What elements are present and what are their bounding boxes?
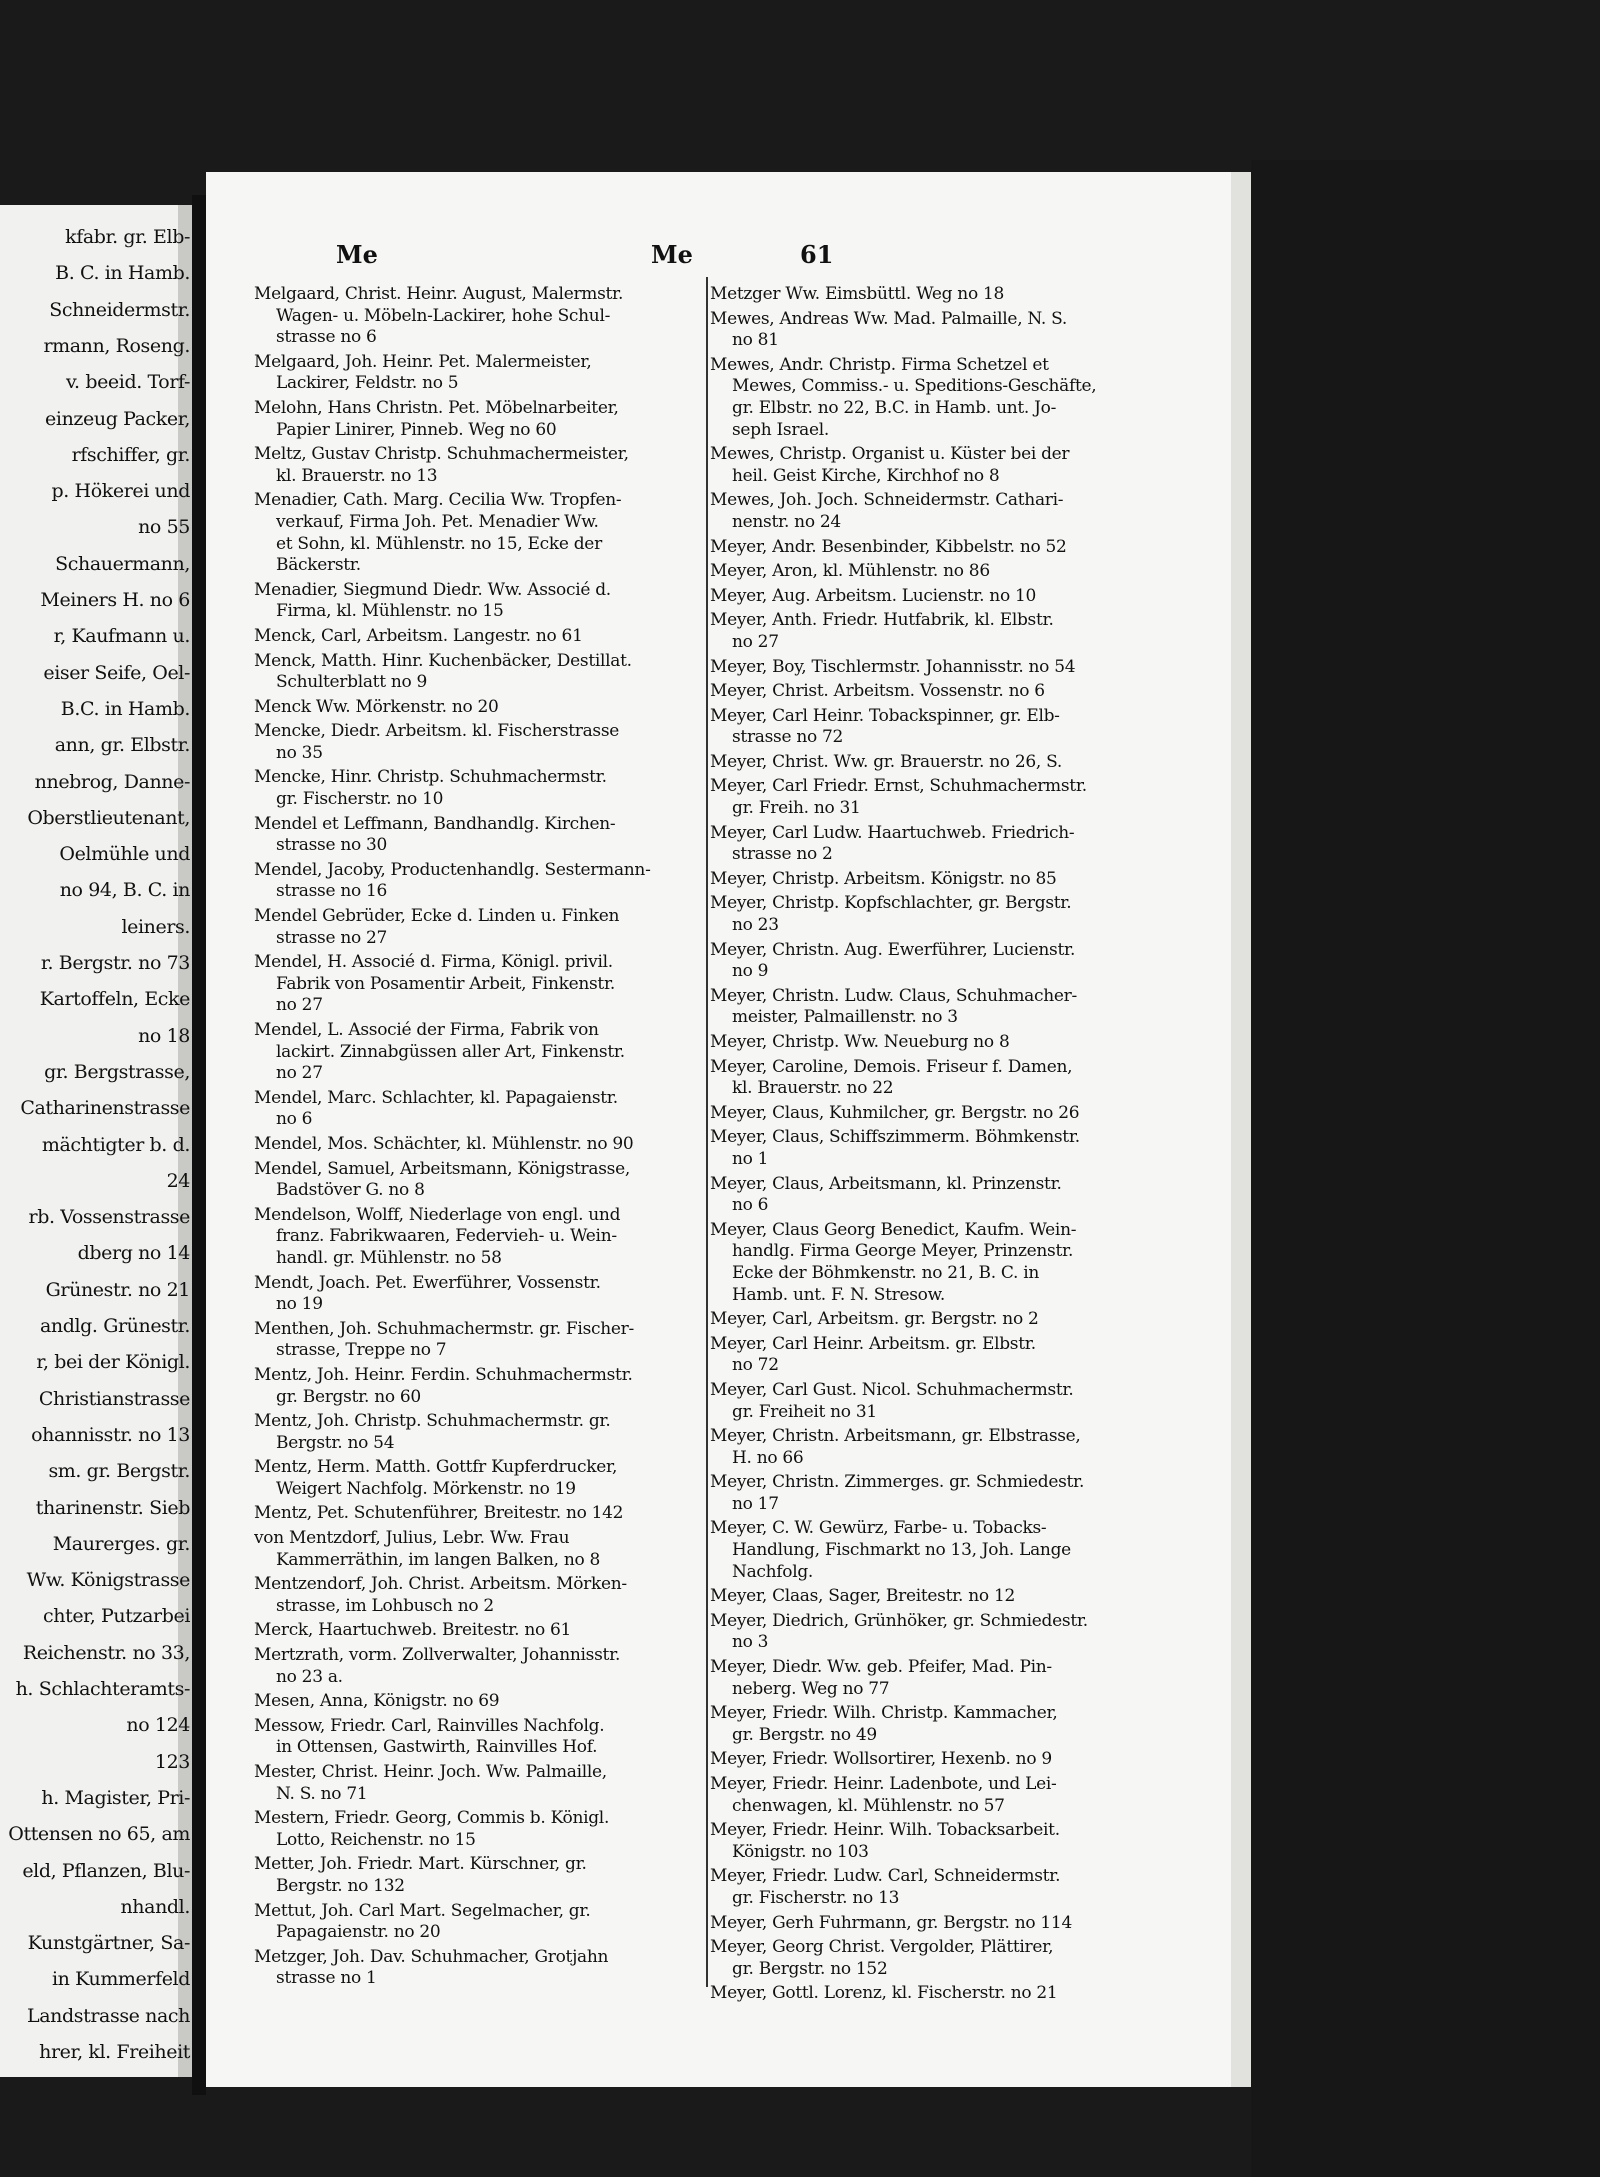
entry-continuation-line: strasse, im Lohbusch no 2 [276, 1595, 494, 1616]
entry-name-line: Meyer, Carl Heinr. Tobackspinner, gr. Elb- [710, 705, 1060, 726]
facing-page-fragment: Kunstgärtner, Sa- [27, 1932, 190, 1955]
directory-entry [710, 1472, 1210, 1515]
entry-continuation-line: no 6 [732, 1195, 769, 1216]
entry-name-line: Mentz, Pet. Schutenführer, Breitestr. no 142 [254, 1503, 624, 1524]
directory-entry [710, 1913, 1210, 1935]
entry-continuation-line: Hamb. unt. F. N. Stresow. [732, 1284, 945, 1305]
entry-continuation-line: Bergstr. no 132 [276, 1875, 405, 1896]
directory-column-right [710, 284, 1210, 2008]
directory-entry [710, 1657, 1210, 1700]
entry-continuation-line: no 17 [732, 1493, 779, 1514]
entry-continuation-line: H. no 66 [732, 1447, 804, 1468]
entry-continuation-line: no 23 a. [276, 1666, 343, 1687]
facing-page-fragment: no 55 [138, 516, 190, 539]
directory-entry [254, 284, 704, 349]
entry-continuation-line: no 35 [276, 742, 323, 763]
running-head-right: Me [651, 240, 693, 269]
directory-entry [254, 1134, 704, 1156]
entry-name-line: Melgaard, Christ. Heinr. August, Malermstr. [254, 284, 624, 304]
facing-page-fragment: Reichenstr. no 33, [22, 1641, 190, 1664]
entry-name-line: Mendel Gebrüder, Ecke d. Linden u. Finken [254, 906, 620, 927]
entry-name-line: Meyer, Claus, Arbeitsmann, kl. Prinzenstr. [710, 1173, 1062, 1194]
directory-page [206, 172, 1251, 2087]
background-shadow [1251, 160, 1600, 2177]
facing-page-left [0, 205, 192, 2077]
directory-entry [710, 1127, 1210, 1170]
facing-page-fragment: einzeug Packer, [45, 407, 190, 430]
entry-name-line: Mertzrath, vorm. Zollverwalter, Johannisstr. [254, 1645, 621, 1666]
directory-entry [710, 1749, 1210, 1771]
facing-page-fragment: Landstrasse nach [27, 2004, 190, 2027]
directory-entry [254, 1716, 704, 1759]
entry-continuation-line: kl. Brauerstr. no 13 [276, 465, 438, 486]
entry-name-line: Mendel, Marc. Schlachter, kl. Papagaienstr. [254, 1087, 618, 1108]
directory-entry [254, 1528, 704, 1571]
directory-entry [710, 309, 1210, 352]
facing-page-fragment: Schauermann, [55, 552, 190, 575]
entry-name-line: Mencke, Diedr. Arbeitsm. kl. Fischerstrasse [254, 721, 620, 742]
entry-name-line: Menadier, Siegmund Diedr. Ww. Associé d. [254, 579, 611, 600]
entry-continuation-line: nenstr. no 24 [732, 511, 841, 532]
directory-entry [710, 1937, 1210, 1980]
entry-name-line: Mencke, Hinr. Christp. Schuhmachermstr. [254, 767, 607, 788]
entry-continuation-line: Nachfolg. [732, 1561, 814, 1582]
entry-name-line: Mendel, Mos. Schächter, kl. Mühlenstr. no 90 [254, 1133, 634, 1154]
directory-entry [710, 586, 1210, 608]
facing-page-fragment: eld, Pflanzen, Blu- [22, 1859, 190, 1882]
directory-entry [710, 1586, 1210, 1608]
entry-continuation-line: Handlung, Fischmarkt no 13, Joh. Lange [732, 1540, 1071, 1561]
entry-name-line: Meyer, Claus, Kuhmilcher, gr. Bergstr. no 26 [710, 1102, 1080, 1123]
entry-continuation-line: no 27 [276, 995, 323, 1016]
entry-name-line: Metzger Ww. Eimsbüttl. Weg no 18 [710, 284, 1005, 304]
directory-entry [710, 657, 1210, 679]
entry-continuation-line: gr. Bergstr. no 152 [732, 1958, 888, 1979]
entry-continuation-line: gr. Freih. no 31 [732, 798, 861, 819]
entry-name-line: Melohn, Hans Christn. Pet. Möbelnarbeiter, [254, 397, 619, 418]
entry-name-line: Messow, Friedr. Carl, Rainvilles Nachfolg. [254, 1715, 605, 1736]
directory-entry [254, 860, 704, 903]
directory-entry [710, 610, 1210, 653]
entry-name-line: Meyer, Diedr. Ww. geb. Pfeifer, Mad. Pin- [710, 1657, 1052, 1678]
entry-name-line: Meyer, Carl Heinr. Arbeitsm. gr. Elbstr. [710, 1333, 1036, 1354]
facing-page-fragment: Grünestr. no 21 [45, 1278, 190, 1301]
entry-name-line: Meyer, Friedr. Wollsortirer, Hexenb. no 9 [710, 1749, 1052, 1770]
entry-continuation-line: no 3 [732, 1632, 769, 1653]
directory-entry [710, 1518, 1210, 1583]
directory-entry [710, 681, 1210, 703]
facing-page-fragment: chter, Putzarbei [43, 1605, 190, 1628]
directory-entry [254, 814, 704, 857]
directory-entry [254, 721, 704, 764]
entry-continuation-line: et Sohn, kl. Mühlenstr. no 15, Ecke der [276, 533, 602, 554]
entry-continuation-line: Mewes, Commiss.- u. Speditions-Geschäfte, [732, 376, 1097, 397]
entry-continuation-line: Lotto, Reichenstr. no 15 [276, 1829, 476, 1850]
facing-page-fragment: gr. Bergstrasse, [44, 1060, 190, 1083]
entry-name-line: Meyer, Aron, kl. Mühlenstr. no 86 [710, 561, 990, 582]
directory-entry [710, 1103, 1210, 1125]
facing-page-fragment: rmann, Roseng. [43, 334, 190, 357]
entry-name-line: Meyer, Claus, Schiffszimmerm. Böhmkenstr. [710, 1127, 1080, 1148]
facing-page-fragment: rb. Vossenstrasse [28, 1206, 190, 1229]
entry-continuation-line: no 9 [732, 961, 769, 982]
directory-entry [710, 986, 1210, 1029]
directory-entry [710, 1334, 1210, 1377]
entry-continuation-line: gr. Elbstr. no 22, B.C. in Hamb. unt. Jo- [732, 397, 1057, 418]
entry-name-line: Meyer, Carl, Arbeitsm. gr. Bergstr. no 2 [710, 1309, 1039, 1330]
facing-page-fragment: 123 [154, 1750, 190, 1773]
entry-continuation-line: heil. Geist Kirche, Kirchhof no 8 [732, 465, 1000, 486]
directory-entry [254, 651, 704, 694]
directory-entry [254, 1620, 704, 1642]
entry-continuation-line: Königstr. no 103 [732, 1841, 869, 1862]
entry-name-line: Metzger, Joh. Dav. Schuhmacher, Grotjahn [254, 1946, 609, 1967]
facing-page-fragment: r, Kaufmann u. [53, 625, 190, 648]
entry-continuation-line: gr. Fischerstr. no 10 [276, 789, 444, 810]
facing-page-fragment: Maurerges. gr. [52, 1532, 190, 1555]
entry-name-line: Mewes, Andr. Christp. Firma Schetzel et [710, 354, 1049, 375]
directory-entry [254, 1691, 704, 1713]
entry-continuation-line: franz. Fabrikwaaren, Federvieh- u. Wein- [276, 1226, 617, 1247]
entry-name-line: Meyer, Carl Gust. Nicol. Schuhmachermstr. [710, 1379, 1074, 1400]
entry-continuation-line: chenwagen, kl. Mühlenstr. no 57 [732, 1795, 1005, 1816]
entry-name-line: Metter, Joh. Friedr. Mart. Kürschner, gr. [254, 1854, 587, 1875]
entry-continuation-line: gr. Fischerstr. no 13 [732, 1887, 900, 1908]
directory-entry [710, 893, 1210, 936]
entry-name-line: Mendel, Jacoby, Productenhandlg. Sestermann- [254, 859, 651, 880]
facing-page-fragment: eiser Seife, Oel- [43, 661, 190, 684]
directory-entry [254, 906, 704, 949]
entry-continuation-line: no 81 [732, 330, 779, 351]
entry-continuation-line: Schulterblatt no 9 [276, 672, 428, 693]
entry-name-line: Meyer, Christ. Arbeitsm. Vossenstr. no 6 [710, 681, 1045, 702]
entry-name-line: Mewes, Joh. Joch. Schneidermstr. Cathari- [710, 490, 1064, 511]
entry-name-line: Meyer, Friedr. Wilh. Christp. Kammacher, [710, 1703, 1058, 1724]
entry-continuation-line: handl. gr. Mühlenstr. no 58 [276, 1247, 502, 1268]
facing-page-fragment: sm. gr. Bergstr. [48, 1460, 190, 1483]
entry-name-line: von Mentzdorf, Julius, Lebr. Ww. Frau [254, 1528, 570, 1549]
facing-page-fragment: tharinenstr. Sieb [35, 1496, 190, 1519]
entry-name-line: Meyer, Gottl. Lorenz, kl. Fischerstr. no 21 [710, 1983, 1058, 2004]
facing-page-fragment: B. C. in Hamb. [55, 262, 190, 285]
entry-name-line: Meyer, Christn. Aug. Ewerführer, Lucienstr. [710, 939, 1076, 960]
entry-name-line: Meyer, Gerh Fuhrmann, gr. Bergstr. no 114 [710, 1912, 1072, 1933]
directory-entry [710, 1426, 1210, 1469]
directory-entry [254, 1808, 704, 1851]
directory-entry [710, 1611, 1210, 1654]
entry-continuation-line: neberg. Weg no 77 [732, 1678, 890, 1699]
directory-entry [710, 561, 1210, 583]
directory-entry [710, 752, 1210, 774]
entry-name-line: Menthen, Joh. Schuhmachermstr. gr. Fischer- [254, 1318, 634, 1339]
entry-name-line: Melgaard, Joh. Heinr. Pet. Malermeister, [254, 351, 592, 372]
entry-name-line: Meyer, Friedr. Heinr. Wilh. Tobacksarbeit. [710, 1820, 1060, 1841]
directory-entry [254, 1645, 704, 1688]
directory-entry [254, 398, 704, 441]
facing-page-fragment: 24 [166, 1169, 190, 1192]
entry-name-line: Meyer, Boy, Tischlermstr. Johannisstr. no 54 [710, 656, 1076, 677]
facing-page-fragment: mächtigter b. d. [41, 1133, 190, 1156]
running-head-left: Me [336, 240, 378, 269]
facing-page-fragment: ohannisstr. no 13 [31, 1423, 190, 1446]
directory-entry [710, 444, 1210, 487]
entry-continuation-line: handlg. Firma George Meyer, Prinzenstr. [732, 1241, 1074, 1262]
facing-page-fragment: no 94, B. C. in [59, 879, 190, 902]
facing-page-fragment: v. beeid. Torf- [65, 371, 190, 394]
facing-page-fragment: rfschiffer, gr. [71, 443, 190, 466]
entry-continuation-line: Kammerräthin, im langen Balken, no 8 [276, 1549, 601, 1570]
entry-name-line: Menck, Matth. Hinr. Kuchenbäcker, Destillat. [254, 650, 632, 671]
entry-continuation-line: strasse no 16 [276, 881, 388, 902]
directory-entry [710, 1820, 1210, 1863]
entry-name-line: Meyer, Aug. Arbeitsm. Lucienstr. no 10 [710, 585, 1037, 606]
entry-name-line: Meyer, Christn. Zimmerges. gr. Schmiedestr. [710, 1472, 1085, 1493]
directory-entry [710, 940, 1210, 983]
directory-entry [254, 1457, 704, 1500]
facing-page-fragment: r, bei der Königl. [36, 1351, 190, 1374]
entry-name-line: Meyer, Claus Georg Benedict, Kaufm. Wein- [710, 1219, 1077, 1240]
directory-entry [254, 352, 704, 395]
entry-continuation-line: strasse no 72 [732, 727, 844, 748]
directory-entry [710, 1380, 1210, 1423]
entry-continuation-line: no 27 [732, 631, 779, 652]
facing-page-fragment: in Kummerfeld [51, 1968, 190, 1991]
entry-name-line: Mettut, Joh. Carl Mart. Segelmacher, gr. [254, 1900, 591, 1921]
entry-name-line: Meyer, Christn. Ludw. Claus, Schuhmacher- [710, 985, 1077, 1006]
entry-continuation-line: no 27 [276, 1063, 323, 1084]
entry-continuation-line: gr. Bergstr. no 60 [276, 1386, 421, 1407]
directory-entry [710, 1174, 1210, 1217]
entry-name-line: Mendel, H. Associé d. Firma, Königl. privil. [254, 952, 613, 973]
entry-name-line: Meyer, Carl Friedr. Ernst, Schuhmachermstr. [710, 776, 1087, 797]
entry-continuation-line: strasse no 27 [276, 927, 388, 948]
facing-page-fragment: no 18 [138, 1024, 190, 1047]
facing-page-fragment: Christianstrasse [38, 1387, 190, 1410]
entry-continuation-line: Papagaienstr. no 20 [276, 1922, 441, 1943]
directory-entry [254, 580, 704, 623]
entry-continuation-line: Ecke der Böhmkenstr. no 21, B. C. in [732, 1262, 1040, 1283]
entry-continuation-line: no 19 [276, 1294, 323, 1315]
directory-entry [254, 1159, 704, 1202]
facing-page-fragment: ann, gr. Elbstr. [54, 734, 190, 757]
entry-continuation-line: lackirt. Zinnabgüssen aller Art, Finkenstr. [276, 1041, 625, 1062]
entry-continuation-line: Firma, kl. Mühlenstr. no 15 [276, 601, 504, 622]
entry-continuation-line: Bergstr. no 54 [276, 1432, 395, 1453]
page-fore-edge [1231, 172, 1251, 2087]
facing-page-fragment: Catharinenstrasse [20, 1097, 190, 1120]
directory-entry [254, 1762, 704, 1805]
directory-entry [710, 823, 1210, 866]
entry-continuation-line: Papier Linirer, Pinneb. Weg no 60 [276, 419, 557, 440]
entry-name-line: Mestern, Friedr. Georg, Commis b. Königl. [254, 1808, 610, 1829]
entry-continuation-line: no 72 [732, 1355, 779, 1376]
directory-entry [710, 869, 1210, 891]
entry-name-line: Meyer, Christn. Arbeitsmann, gr. Elbstrasse, [710, 1426, 1081, 1447]
entry-continuation-line: verkauf, Firma Joh. Pet. Menadier Ww. [276, 511, 599, 532]
directory-entry [254, 1365, 704, 1408]
facing-page-fragment: h. Magister, Pri- [41, 1786, 190, 1809]
facing-page-fragment: Meiners H. no 6 [40, 589, 190, 611]
entry-continuation-line: meister, Palmaillenstr. no 3 [732, 1007, 958, 1028]
directory-entry [710, 1309, 1210, 1331]
entry-continuation-line: Weigert Nachfolg. Mörkenstr. no 19 [276, 1478, 576, 1499]
facing-page-fragment: Ottensen no 65, am [8, 1823, 190, 1846]
directory-entry [710, 537, 1210, 559]
directory-entry [254, 1319, 704, 1362]
entry-name-line: Mester, Christ. Heinr. Joch. Ww. Palmaille, [254, 1762, 607, 1782]
entry-name-line: Meyer, Christ. Ww. gr. Brauerstr. no 26, S. [710, 751, 1062, 772]
entry-continuation-line: strasse, Treppe no 7 [276, 1340, 447, 1361]
facing-page-fragment: Oelmühle und [59, 843, 190, 866]
entry-name-line: Merck, Haartuchweb. Breitestr. no 61 [254, 1620, 572, 1641]
directory-entry [254, 1901, 704, 1944]
entry-name-line: Meyer, Anth. Friedr. Hutfabrik, kl. Elbstr. [710, 610, 1054, 631]
directory-entry [254, 952, 704, 1017]
directory-entry [254, 697, 704, 719]
directory-entry [254, 444, 704, 487]
directory-entry [710, 776, 1210, 819]
directory-entry [254, 626, 704, 648]
directory-entry [710, 1983, 1210, 2005]
entry-continuation-line: no 1 [732, 1148, 769, 1169]
entry-continuation-line: strasse no 30 [276, 835, 388, 856]
directory-entry [254, 490, 704, 576]
entry-continuation-line: strasse no 6 [276, 327, 377, 348]
entry-continuation-line: seph Israel. [732, 419, 830, 440]
directory-entry [710, 1866, 1210, 1909]
entry-continuation-line: no 6 [276, 1109, 313, 1130]
entry-continuation-line: N. S. no 71 [276, 1783, 368, 1804]
directory-entry [710, 355, 1210, 441]
facing-page-fragment: Oberstlieutenant, [27, 806, 190, 829]
entry-name-line: Meyer, Caroline, Demois. Friseur f. Damen, [710, 1056, 1073, 1077]
entry-name-line: Meyer, Christp. Kopfschlachter, gr. Bergstr. [710, 893, 1072, 914]
directory-entry [254, 1273, 704, 1316]
directory-entry [710, 706, 1210, 749]
facing-page-fragment: nhandl. [120, 1895, 190, 1918]
entry-name-line: Menck Ww. Mörkenstr. no 20 [254, 696, 499, 717]
entry-name-line: Mendel, Samuel, Arbeitsmann, Königstrasse, [254, 1158, 630, 1179]
facing-page-fragment: kfabr. gr. Elb- [65, 226, 190, 248]
book-gutter [192, 195, 206, 2095]
entry-name-line: Mendel, L. Associé der Firma, Fabrik von [254, 1020, 599, 1040]
entry-continuation-line: in Ottensen, Gastwirth, Rainvilles Hof. [276, 1737, 598, 1758]
facing-page-fragment: Ww. Königstrasse [26, 1569, 190, 1592]
facing-page-fragment: Schneidermstr. [49, 298, 190, 321]
column-divider [706, 277, 708, 1987]
facing-page-fragment: andlg. Grünestr. [39, 1315, 190, 1337]
directory-entry [710, 490, 1210, 533]
entry-continuation-line: Wagen- u. Möbeln-Lackirer, hohe Schul- [276, 305, 611, 326]
entry-continuation-line: gr. Bergstr. no 49 [732, 1724, 877, 1745]
entry-name-line: Meyer, Andr. Besenbinder, Kibbelstr. no 52 [710, 536, 1067, 557]
facing-page-fragment: hrer, kl. Freiheit [39, 2041, 190, 2063]
directory-entry [254, 1574, 704, 1617]
entry-name-line: Mendel et Leffmann, Bandhandlg. Kirchen- [254, 813, 616, 834]
entry-name-line: Meyer, C. W. Gewürz, Farbe- u. Tobacks- [710, 1518, 1047, 1539]
directory-entry [254, 1020, 704, 1085]
entry-continuation-line: kl. Brauerstr. no 22 [732, 1078, 894, 1099]
facing-page-fragment: p. Hökerei und [51, 480, 190, 503]
entry-name-line: Meyer, Diedrich, Grünhöker, gr. Schmiedestr. [710, 1610, 1088, 1631]
entry-name-line: Meyer, Georg Christ. Vergolder, Plättirer, [710, 1937, 1054, 1958]
entry-continuation-line: Lackirer, Feldstr. no 5 [276, 373, 459, 394]
entry-name-line: Menck, Carl, Arbeitsm. Langestr. no 61 [254, 625, 583, 646]
entry-name-line: Meltz, Gustav Christp. Schuhmachermeister, [254, 444, 629, 465]
directory-entry [710, 1032, 1210, 1054]
directory-entry [710, 1703, 1210, 1746]
entry-continuation-line: Badstöver G. no 8 [276, 1180, 425, 1201]
entry-name-line: Menadier, Cath. Marg. Cecilia Ww. Tropfen- [254, 490, 622, 511]
directory-entry [254, 767, 704, 810]
entry-name-line: Mentz, Joh. Christp. Schuhmachermstr. gr. [254, 1411, 611, 1432]
entry-continuation-line: strasse no 2 [732, 844, 833, 865]
entry-name-line: Mentz, Herm. Matth. Gottfr Kupferdrucker, [254, 1457, 618, 1478]
directory-entry [710, 1774, 1210, 1817]
page-number: 61 [800, 240, 834, 269]
directory-entry [710, 284, 1210, 306]
entry-name-line: Meyer, Friedr. Heinr. Ladenbote, und Lei- [710, 1774, 1057, 1794]
entry-name-line: Meyer, Friedr. Ludw. Carl, Schneidermstr. [710, 1866, 1061, 1887]
entry-continuation-line: Fabrik von Posamentir Arbeit, Finkenstr. [276, 973, 616, 994]
directory-entry [254, 1411, 704, 1454]
entry-name-line: Mendelson, Wolff, Niederlage von engl. und [254, 1204, 621, 1225]
entry-continuation-line: no 23 [732, 915, 779, 936]
entry-name-line: Mentzendorf, Joh. Christ. Arbeitsm. Mörken- [254, 1574, 627, 1595]
directory-entry [254, 1205, 704, 1270]
entry-continuation-line: Bäckerstr. [276, 555, 361, 576]
directory-entry [254, 1088, 704, 1131]
entry-name-line: Meyer, Carl Ludw. Haartuchweb. Friedrich- [710, 822, 1075, 843]
facing-page-fragment: dberg no 14 [77, 1242, 190, 1265]
facing-page-fragment: no 124 [126, 1714, 190, 1737]
entry-continuation-line: strasse no 1 [276, 1968, 377, 1989]
entry-name-line: Meyer, Christp. Arbeitsm. Königstr. no 85 [710, 868, 1057, 889]
directory-entry [254, 1854, 704, 1897]
entry-name-line: Mentz, Joh. Heinr. Ferdin. Schuhmachermstr. [254, 1364, 633, 1385]
entry-name-line: Mewes, Andreas Ww. Mad. Palmaille, N. S. [710, 308, 1067, 329]
directory-entry [254, 1947, 704, 1990]
facing-page-fragment: B.C. in Hamb. [60, 697, 190, 720]
entry-name-line: Meyer, Christp. Ww. Neueburg no 8 [710, 1032, 1010, 1052]
entry-name-line: Mesen, Anna, Königstr. no 69 [254, 1691, 500, 1712]
directory-entry [254, 1503, 704, 1525]
directory-entry [710, 1057, 1210, 1100]
facing-page-fragment: r. Bergstr. no 73 [40, 952, 190, 974]
facing-page-fragment: leiners. [121, 915, 190, 938]
entry-name-line: Meyer, Claas, Sager, Breitestr. no 12 [710, 1586, 1015, 1607]
facing-page-fragment: nnebrog, Danne- [34, 770, 190, 793]
facing-page-fragment: Kartoffeln, Ecke [39, 988, 190, 1011]
entry-name-line: Mendt, Joach. Pet. Ewerführer, Vossenstr. [254, 1272, 601, 1293]
entry-name-line: Mewes, Christp. Organist u. Küster bei der [710, 444, 1070, 465]
directory-entry [710, 1220, 1210, 1306]
entry-continuation-line: gr. Freiheit no 31 [732, 1401, 877, 1422]
directory-column-left [254, 284, 704, 1993]
facing-page-fragment: h. Schlachteramts- [15, 1678, 190, 1700]
